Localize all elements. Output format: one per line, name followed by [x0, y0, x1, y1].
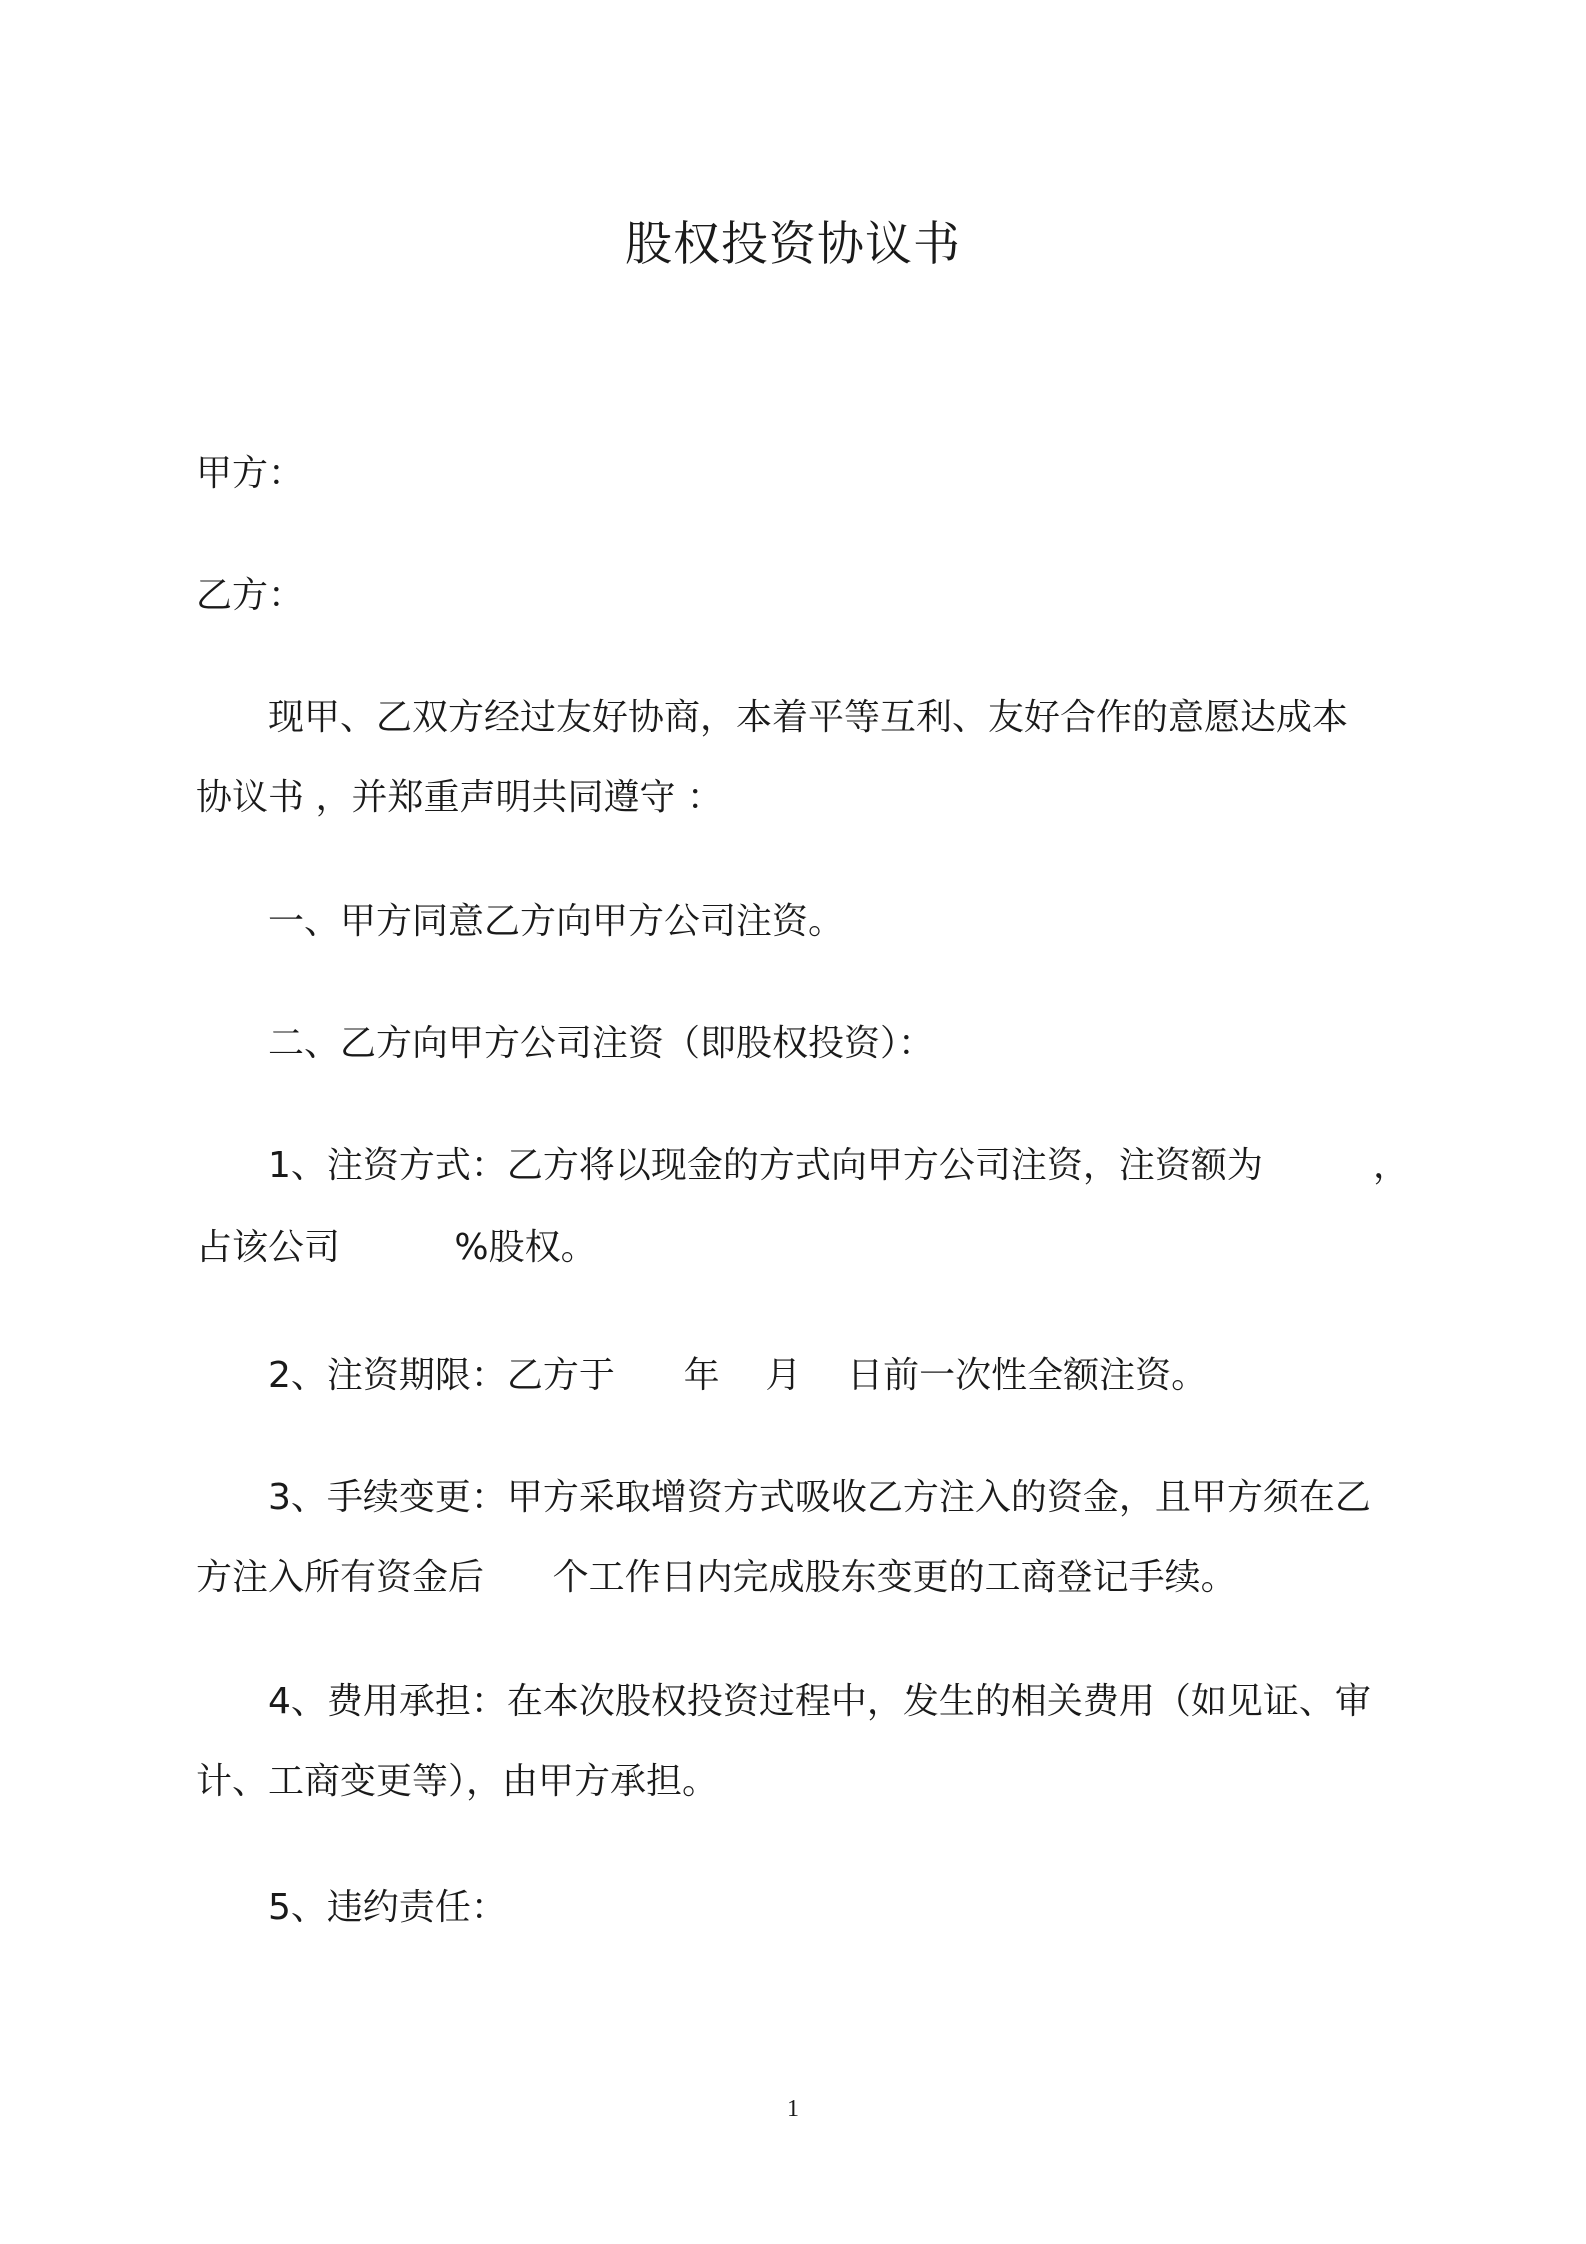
clause-1-line-2: 占该公司 %股权。 [196, 1227, 597, 1268]
clause-4-line-2: 计、工商变更等），由甲方承担。 [196, 1761, 719, 1802]
intro-paragraph-line-2: 协议书 ，并郑重声明共同遵守 ： [196, 777, 723, 818]
clause-1-comma: ， [1373, 1145, 1410, 1186]
clause-1-line-1: 1、注资方式：乙方将以现金的方式向甲方公司注资，注资额为 [268, 1145, 1263, 1186]
section-1: 一、甲方同意乙方向甲方公司注资。 [268, 901, 845, 942]
clause-2: 2、注资期限：乙方于 年 月 日前一次性全额注资。 [268, 1355, 1208, 1396]
section-2-heading: 二、乙方向甲方公司注资（即股权投资）： [268, 1023, 935, 1064]
party-b-label: 乙方： [196, 575, 305, 616]
clause-5-heading: 5、违约责任： [268, 1887, 507, 1928]
clause-3-line-1: 3、手续变更：甲方采取增资方式吸收乙方注入的资金，且甲方须在乙 [268, 1477, 1371, 1518]
clause-3-line-2: 方注入所有资金后 个工作日内完成股东变更的工商登记手续。 [196, 1557, 1237, 1598]
page-title: 股权投资协议书 [625, 217, 961, 272]
party-a-label: 甲方： [196, 453, 305, 494]
intro-paragraph-line-1: 现甲、乙双方经过友好协商，本着平等互利、友好合作的意愿达成本 [268, 697, 1349, 738]
clause-4-line-1: 4、费用承担：在本次股权投资过程中，发生的相关费用（如见证、审 [268, 1681, 1371, 1722]
page-number: 1 [787, 2096, 799, 2122]
